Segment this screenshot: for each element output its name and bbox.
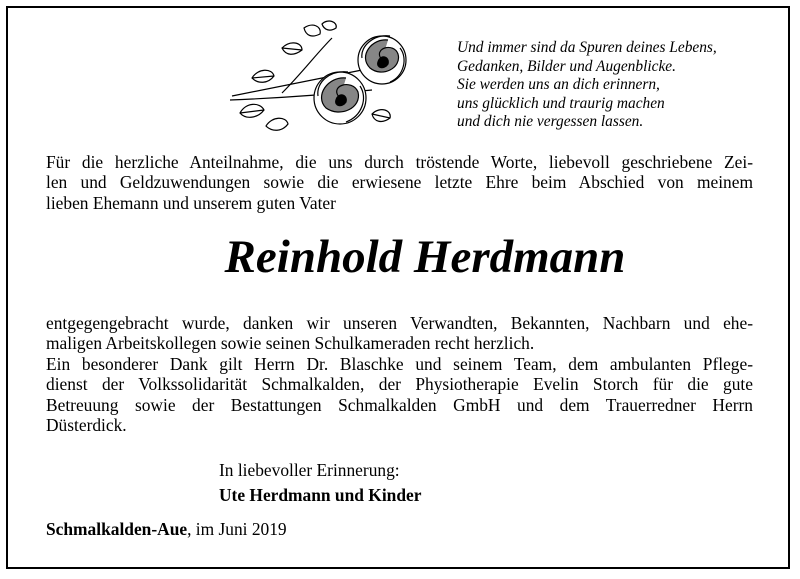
text-line: entgegengebracht wurde, danken wir unseren Verwandten, Bekannten, Nachbarn und ehe-: [46, 313, 753, 333]
text-line: Ein besonderer Dank gilt Herrn Dr. Blaschke und seinem Team, dem ambulanten Pflege-: [46, 354, 753, 374]
text-line: dienst der Volkssolidarität Schmalkalden, der Physiotherapie Evelin Storch für die gute: [46, 374, 753, 395]
text-line: Betreuung sowie der Bestattungen Schmalkalden GmbH und dem Trauerredner Herrn: [46, 394, 753, 415]
poem-line: Gedanken, Bilder und Augenblicke.: [457, 57, 676, 75]
text-line: Düsterdick.: [46, 415, 127, 436]
place-date-text: , im Juni 2019: [187, 519, 287, 539]
signature-block: [219, 458, 421, 507]
text-line: lieben Ehemann und unserem guten Vater: [46, 192, 336, 213]
signature-greeting: In liebevoller Erinnerung:: [219, 460, 400, 480]
special-thanks-paragraph: [46, 354, 753, 436]
poem: [457, 39, 777, 132]
deceased-name: Reinhold Herdmann: [224, 231, 626, 283]
intro-paragraph: [46, 152, 753, 213]
place-date: [46, 518, 287, 540]
text-line: len und Geldzuwendungen sowie die erwiesene letzte Ehre beim Abschied von meinem: [46, 172, 753, 193]
poem-line: Und immer sind da Spuren deines Lebens,: [457, 39, 717, 56]
poem-line: und dich nie vergessen lassen.: [457, 113, 644, 131]
roses-icon: [222, 18, 418, 136]
place-location: Schmalkalden-Aue: [46, 519, 188, 539]
text-line: Für die herzliche Anteilnahme, die uns durch tröstende Worte, liebevoll geschriebene Zei-: [46, 152, 753, 172]
thanks-paragraph: [46, 313, 753, 354]
poem-line: Sie werden uns an dich erinnern,: [457, 76, 660, 94]
poem-line: uns glücklich und traurig machen: [457, 94, 665, 112]
signature-names: Ute Herdmann und Kinder: [219, 484, 422, 505]
text-line: maligen Arbeitskollegen sowie seinen Schulkameraden recht herzlich.: [46, 333, 535, 354]
